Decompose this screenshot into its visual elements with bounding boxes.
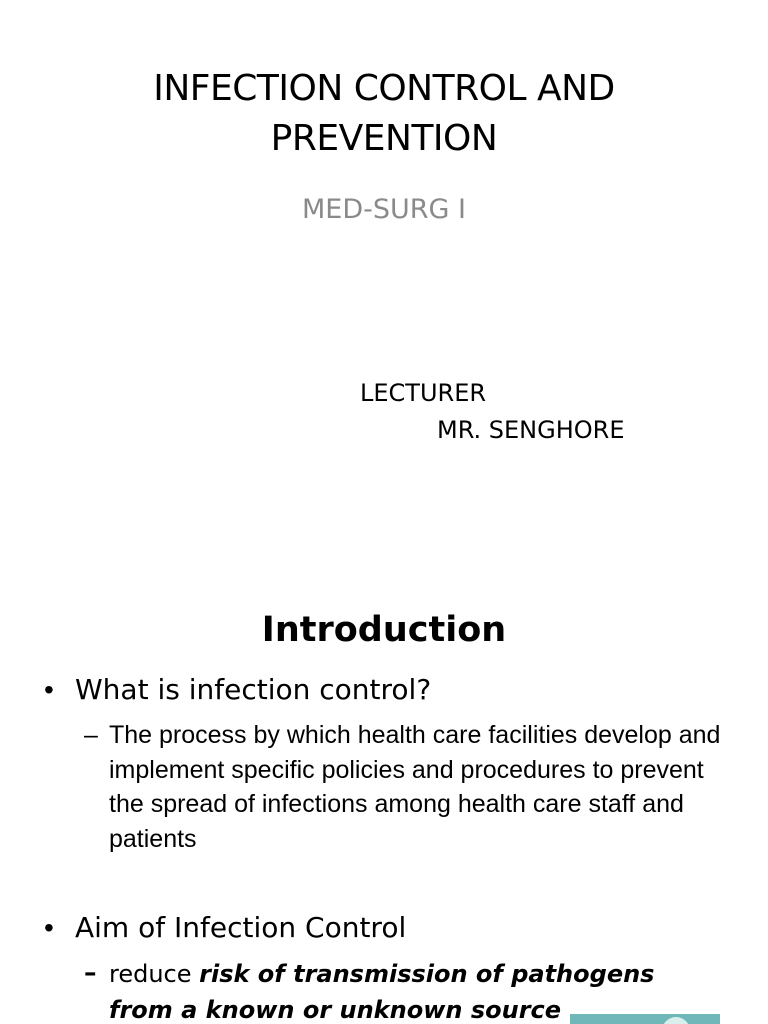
sub-bullet-text: The process by which health care facilities develop and implement specific policies and procedures to prevent the spread of infections among health care staff and patients <box>109 721 721 853</box>
slide-title <box>60 64 708 164</box>
bullet-icon: • <box>44 674 54 705</box>
dash-icon: – <box>84 721 98 749</box>
bullet-icon: • <box>44 912 54 943</box>
title-line-1: INFECTION CONTROL AND <box>153 68 615 109</box>
dash-icon: – <box>84 958 97 987</box>
decorative-banner <box>570 1014 720 1024</box>
title-line-2: PREVENTION <box>270 118 498 159</box>
sub-bullet-plain-text: reduce <box>109 960 200 988</box>
bullet-text: Aim of Infection Control <box>75 911 407 944</box>
sub-bullet-emphasis-text: risk of transmission of pathogens from a known or unknown source <box>109 960 655 1024</box>
lecturer-label: LECTURER <box>360 379 487 407</box>
lecturer-name: MR. SENGHORE <box>437 416 625 444</box>
introduction-slide <box>0 576 768 1024</box>
bullet-text: What is infection control? <box>75 673 432 706</box>
slide-subtitle: MED-SURG I <box>301 194 467 225</box>
introduction-title: Introduction <box>261 610 507 650</box>
